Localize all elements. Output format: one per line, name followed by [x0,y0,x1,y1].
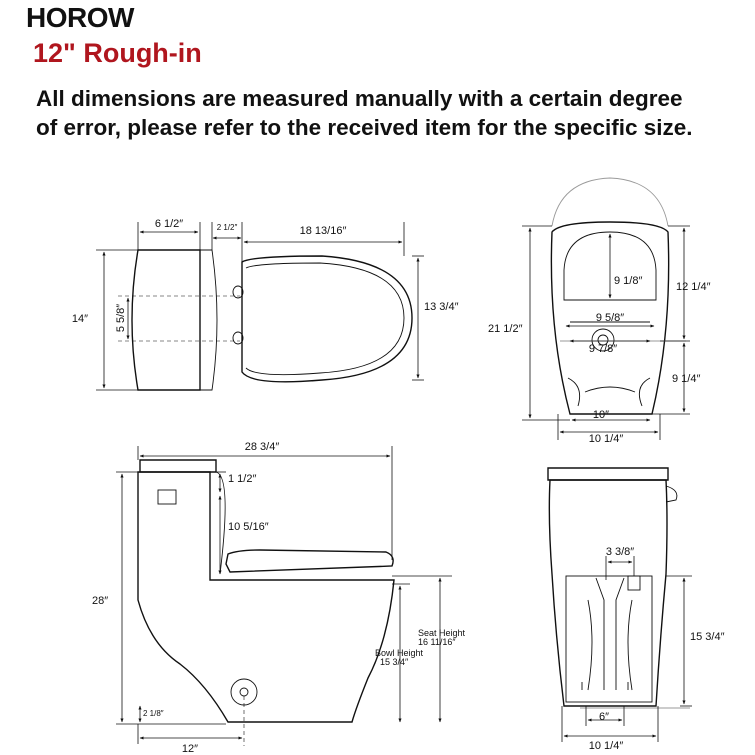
seat-side [226,550,393,572]
dim-outlet-spacing: 9 7/8″ [588,343,618,355]
flush-handle [666,486,677,502]
dim-bolt-spacing: 5 5/8″ [115,303,127,333]
dim-front-depth: 12 1/4″ [676,281,711,293]
dim-base-offset: 2 1/8″ [143,709,164,718]
dim-outlet-height: 15 3/4″ [690,631,725,643]
dim-tank-width: 14″ [71,313,89,325]
dim-gap: 2 1/2″ [216,223,238,232]
disclaimer-line-1: All dimensions are measured manually with a certain degree [36,86,683,111]
dim-bowl-inner-width: 9 5/8″ [595,312,625,324]
bowl-height-value: 15 3/4″ [380,657,409,667]
trapway [596,578,624,690]
inlet-fitting [628,576,640,590]
dim-length: 28 3/4″ [244,441,280,453]
seat-top-outline [242,256,412,382]
dim-rear-depth: 9 1/4″ [672,373,701,385]
dim-lid-height: 1 1/2″ [228,473,257,485]
dim-rough-in: 12″ [181,743,199,755]
tank-lid [140,460,216,472]
rear-cavity [566,576,652,702]
rear-tank-lid [548,468,668,480]
tank-top-outline [132,250,200,390]
dim-trap-width: 6″ [598,711,610,723]
base-view [488,178,711,445]
dim-tank-height: 10 5/16″ [228,521,269,533]
bowl-side-outlet [231,679,257,705]
brand-logo: HOROW [26,2,134,33]
seat-height-value: 16 11/16″ [418,637,456,647]
dim-seat-width: 13 3/4″ [424,301,459,313]
rear-view [548,468,725,752]
dim-tank-depth: 6 1/2″ [154,218,184,230]
seat-height-label: Seat Height [418,628,466,638]
dim-seat-length: 18 13/16″ [299,225,347,237]
dim-total-depth: 21 1/2″ [488,323,523,335]
rough-in-title: 12" Rough-in [33,38,202,68]
toilet-side-outline [138,472,394,722]
bowl-height-label: Bowl Height [375,648,424,658]
dim-rear-base-width: 10 1/4″ [588,740,624,752]
dim-bowl-depth: 9 1/8″ [614,275,643,287]
rear-body-outline [549,480,667,706]
flush-button [158,490,176,504]
bowl-ghost-outline [552,178,668,226]
dim-base-outer: 10 1/4″ [588,433,624,445]
dim-height: 28″ [92,595,109,607]
dim-inlet-offset: 3 3/8″ [605,546,635,558]
side-view [92,441,466,755]
disclaimer-line-2: of error, please refer to the received item for the specific size. [36,115,693,140]
dim-base-inner: 10″ [592,409,610,421]
top-view [72,218,459,390]
